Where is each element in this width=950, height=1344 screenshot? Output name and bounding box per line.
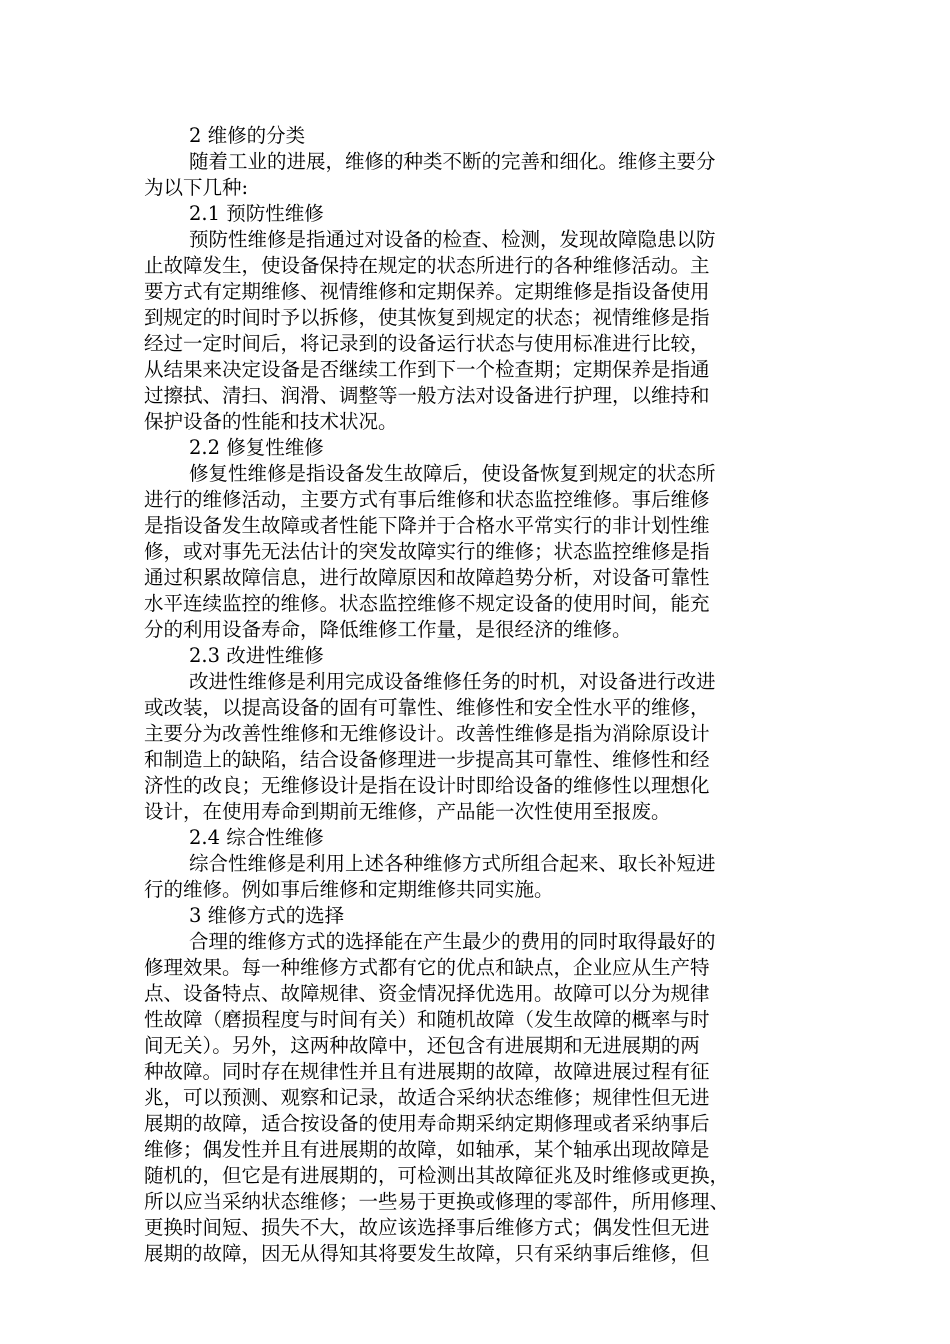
paragraph-line: 主要分为改善性维修和无维修设计。改善性维修是指为消除原设计 xyxy=(144,722,710,745)
heading-2-4: 2.4 综合性维修 xyxy=(189,826,324,849)
paragraph-line: 到规定的时间时予以拆修，使其恢复到规定的状态；视情维修是指 xyxy=(144,306,710,329)
heading-3: 3 维修方式的选择 xyxy=(189,904,345,927)
paragraph-line: 修理效果。每一种维修方式都有它的优点和缺点，企业应从生产特 xyxy=(144,956,710,979)
heading-2: 2 维修的分类 xyxy=(189,124,306,147)
paragraph-line: 间无关）。另外，这两种故障中，还包含有进展期和无进展期的两 xyxy=(144,1034,700,1057)
paragraph-line: 展期的故障，因无从得知其将要发生故障，只有采纳事后维修，但 xyxy=(144,1242,710,1265)
paragraph-line: 为以下几种: xyxy=(144,176,249,199)
paragraph-line: 要方式有定期维修、视情维修和定期保养。定期维修是指设备使用 xyxy=(144,280,710,303)
paragraph-line: 修，或对事先无法估计的突发故障实行的维修；状态监控维修是指 xyxy=(144,540,710,563)
paragraph-line: 设计，在使用寿命到期前无维修，产品能一次性使用至报废。 xyxy=(144,800,671,823)
paragraph-line: 经过一定时间后，将记录到的设备运行状态与使用标准进行比较， xyxy=(144,332,710,355)
heading-2-2: 2.2 修复性维修 xyxy=(189,436,324,459)
paragraph-line: 性故障（磨损程度与时间有关）和随机故障（发生故障的概率与时 xyxy=(144,1008,710,1031)
paragraph-line: 种故障。同时存在规律性并且有进展期的故障，故障进展过程有征 xyxy=(144,1060,710,1083)
paragraph-line: 所以应当采纳状态维修；一些易于更换或修理的零部件，所用修理、 xyxy=(144,1190,730,1213)
paragraph-line: 修复性维修是指设备发生故障后，使设备恢复到规定的状态所 xyxy=(189,462,716,485)
paragraph-line: 或改装，以提高设备的固有可靠性、维修性和安全性水平的维修， xyxy=(144,696,710,719)
paragraph-line: 通过积累故障信息，进行故障原因和故障趋势分析，对设备可靠性 xyxy=(144,566,710,589)
paragraph-line: 随机的，但它是有进展期的，可检测出其故障征兆及时维修或更换， xyxy=(144,1164,730,1187)
paragraph-line: 点、设备特点、故障规律、资金情况择优选用。故障可以分为规律 xyxy=(144,982,710,1005)
paragraph-line: 预防性维修是指通过对设备的检查、检测，发现故障隐患以防 xyxy=(189,228,716,251)
paragraph-line: 分的利用设备寿命，降低维修工作量，是很经济的维修。 xyxy=(144,618,632,641)
paragraph-line: 从结果来决定设备是否继续工作到下一个检查期；定期保养是指通 xyxy=(144,358,710,381)
paragraph-line: 更换时间短、损失不大，故应该选择事后维修方式；偶发性但无进 xyxy=(144,1216,710,1239)
paragraph-line: 展期的故障，适合按设备的使用寿命期采纳定期修理或者采纳事后 xyxy=(144,1112,710,1135)
paragraph-line: 过擦拭、清扫、润滑、调整等一般方法对设备进行护理，以维持和 xyxy=(144,384,710,407)
paragraph-line: 兆，可以预测、观察和记录，故适合采纳状态维修；规律性但无进 xyxy=(144,1086,710,1109)
paragraph-line: 保护设备的性能和技术状况。 xyxy=(144,410,398,433)
paragraph-line: 随着工业的进展，维修的种类不断的完善和细化。维修主要分 xyxy=(189,150,716,173)
paragraph-line: 水平连续监控的维修。状态监控维修不规定设备的使用时间，能充 xyxy=(144,592,710,615)
paragraph-line: 济性的改良；无维修设计是指在设计时即给设备的维修性以理想化 xyxy=(144,774,710,797)
paragraph-line: 止故障发生，使设备保持在规定的状态所进行的各种维修活动。主 xyxy=(144,254,710,277)
heading-2-3: 2.3 改进性维修 xyxy=(189,644,324,667)
paragraph-line: 行的维修。例如事后维修和定期维修共同实施。 xyxy=(144,878,554,901)
paragraph-line: 和制造上的缺陷，结合设备修理进一步提高其可靠性、维修性和经 xyxy=(144,748,710,771)
paragraph-line: 改进性维修是利用完成设备维修任务的时机，对设备进行改进 xyxy=(189,670,716,693)
paragraph-line: 综合性维修是利用上述各种维修方式所组合起来、取长补短进 xyxy=(189,852,716,875)
paragraph-line: 是指设备发生故障或者性能下降并于合格水平常实行的非计划性维 xyxy=(144,514,710,537)
paragraph-line: 进行的维修活动，主要方式有事后维修和状态监控维修。事后维修 xyxy=(144,488,710,511)
heading-2-1: 2.1 预防性维修 xyxy=(189,202,324,225)
paragraph-line: 维修；偶发性并且有进展期的故障，如轴承，某个轴承出现故障是 xyxy=(144,1138,710,1161)
paragraph-line: 合理的维修方式的选择能在产生最少的费用的同时取得最好的 xyxy=(189,930,716,953)
